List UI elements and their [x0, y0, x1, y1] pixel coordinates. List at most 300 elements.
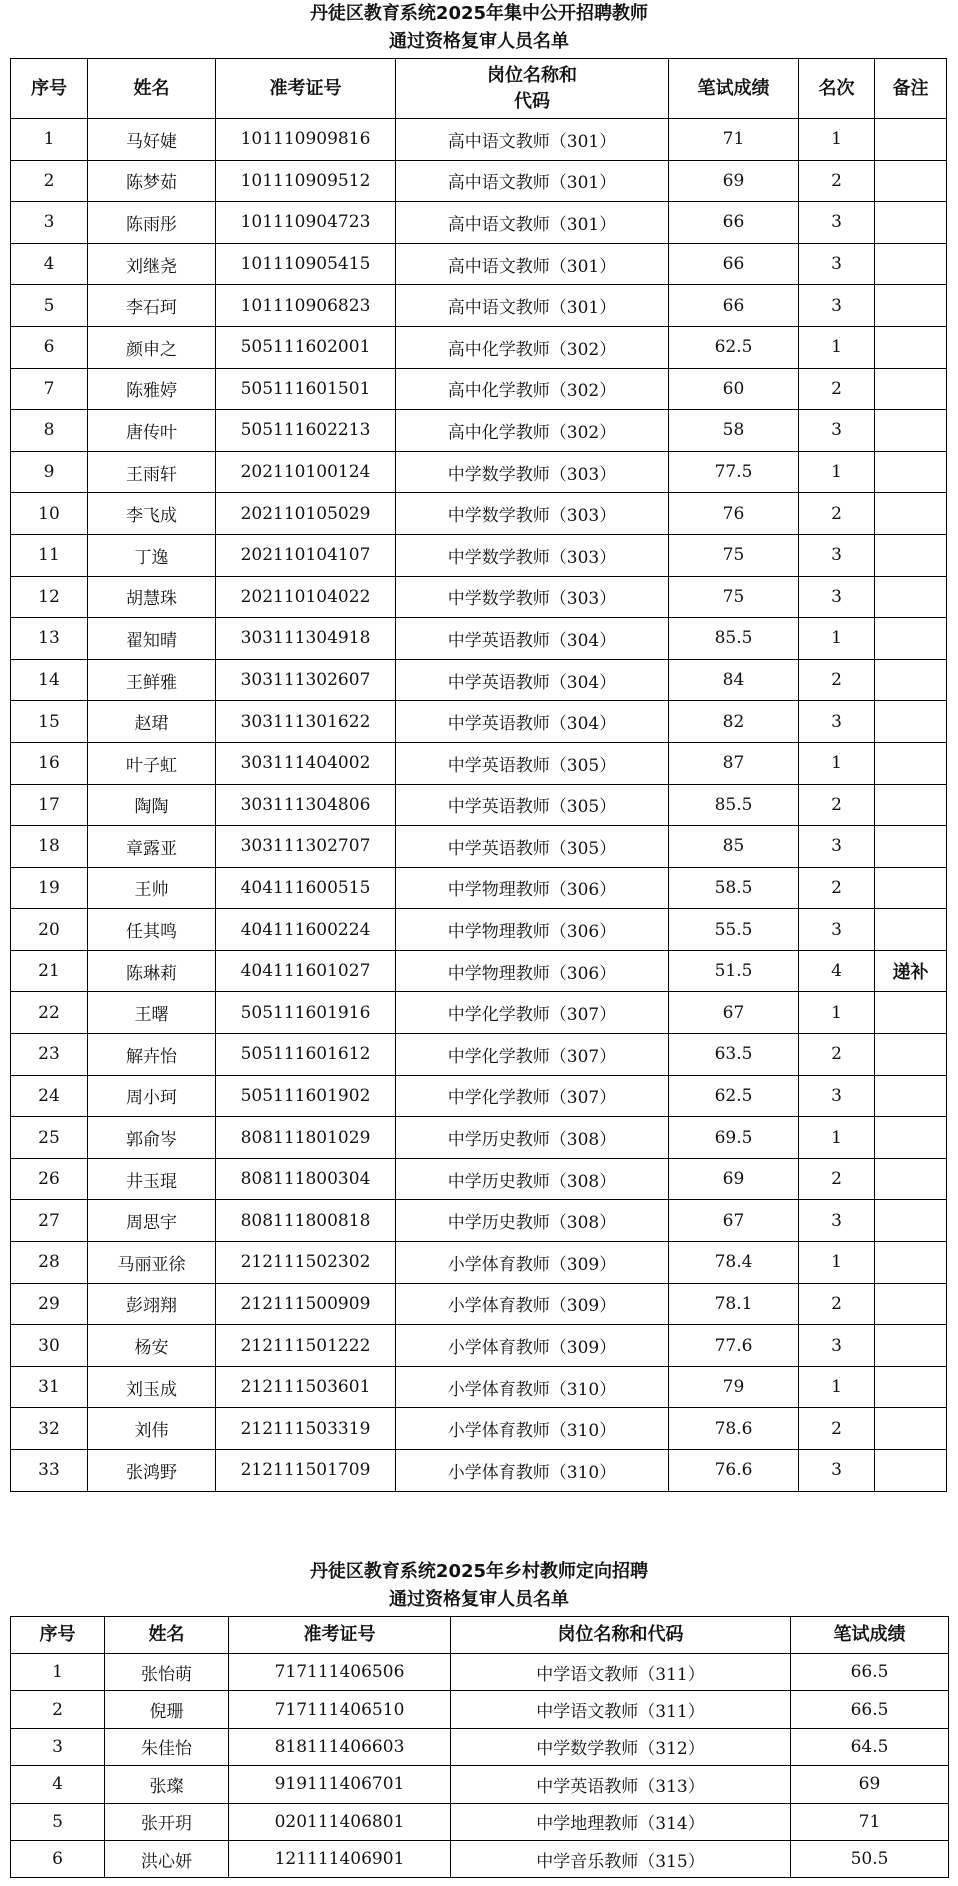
table-header-row [11, 59, 947, 119]
cell-name: 王曙 [88, 992, 216, 1034]
cell-position: 高中化学教师（302） [396, 410, 669, 452]
cell-position: 高中语文教师（301） [396, 202, 669, 244]
cell-note [875, 1325, 947, 1367]
cell-score: 75 [669, 534, 799, 576]
cell-exam-id: 808111800818 [216, 1200, 396, 1242]
cell-score: 66 [669, 285, 799, 327]
header-seq: 序号 [11, 1617, 105, 1654]
cell-note [875, 1034, 947, 1076]
cell-name: 刘伟 [88, 1408, 216, 1450]
cell-note [875, 784, 947, 826]
cell-score: 76.6 [669, 1450, 799, 1492]
cell-score: 69 [791, 1766, 949, 1803]
cell-position: 小学体育教师（310） [396, 1450, 669, 1492]
cell-score: 87 [669, 742, 799, 784]
cell-seq: 24 [11, 1075, 88, 1117]
cell-position: 中学历史教师（308） [396, 1158, 669, 1200]
cell-exam-id: 101110904723 [216, 202, 396, 244]
cell-name: 陈梦茹 [88, 160, 216, 202]
cell-position: 中学音乐教师（315） [451, 1840, 791, 1877]
cell-note [875, 368, 947, 410]
cell-seq: 6 [11, 326, 88, 368]
cell-score: 62.5 [669, 326, 799, 368]
cell-seq: 31 [11, 1366, 88, 1408]
cell-score: 78.1 [669, 1283, 799, 1325]
cell-exam-id: 505111602213 [216, 410, 396, 452]
cell-rank: 1 [799, 1117, 875, 1159]
cell-position: 中学物理教师（306） [396, 867, 669, 909]
header-position-line1: 岗位名称和 [487, 64, 577, 86]
cell-note [875, 1366, 947, 1408]
cell-name: 朱佳怡 [105, 1728, 229, 1765]
cell-name: 张鸿野 [88, 1450, 216, 1492]
cell-position: 中学英语教师（304） [396, 659, 669, 701]
cell-name: 郭俞岑 [88, 1117, 216, 1159]
cell-seq: 7 [11, 368, 88, 410]
cell-seq: 5 [11, 1803, 105, 1840]
cell-position: 中学英语教师（313） [451, 1766, 791, 1803]
cell-seq: 11 [11, 534, 88, 576]
cell-score: 85 [669, 826, 799, 868]
cell-seq: 33 [11, 1450, 88, 1492]
cell-exam-id: 212111500909 [216, 1283, 396, 1325]
cell-note [875, 1283, 947, 1325]
cell-score: 84 [669, 659, 799, 701]
cell-rank: 3 [799, 1450, 875, 1492]
header-seq: 序号 [11, 59, 88, 119]
cell-note [875, 1117, 947, 1159]
table-row [11, 1283, 947, 1325]
cell-name: 唐传叶 [88, 410, 216, 452]
cell-note [875, 1408, 947, 1450]
cell-name: 杨安 [88, 1325, 216, 1367]
cell-exam-id: 101110906823 [216, 285, 396, 327]
cell-name: 洪心妍 [105, 1840, 229, 1877]
cell-exam-id: 404111600515 [216, 867, 396, 909]
cell-exam-id: 303111304806 [216, 784, 396, 826]
cell-exam-id: 202110104107 [216, 534, 396, 576]
cell-exam-id: 202110105029 [216, 493, 396, 535]
table-row [11, 1158, 947, 1200]
cell-exam-id: 212111503319 [216, 1408, 396, 1450]
cell-name: 刘玉成 [88, 1366, 216, 1408]
cell-name: 张怡萌 [105, 1654, 229, 1691]
recruitment-table [10, 58, 947, 1492]
cell-position: 中学数学教师（303） [396, 576, 669, 618]
table-row [11, 1325, 947, 1367]
cell-rank: 1 [799, 119, 875, 161]
cell-seq: 18 [11, 826, 88, 868]
cell-rank: 3 [799, 826, 875, 868]
cell-position: 中学英语教师（305） [396, 826, 669, 868]
rural-recruitment-table [10, 1616, 949, 1878]
table-row [11, 1691, 949, 1728]
cell-note [875, 826, 947, 868]
table-row [11, 243, 947, 285]
cell-exam-id: 505111601902 [216, 1075, 396, 1117]
cell-rank: 1 [799, 1366, 875, 1408]
header-position-line2: 代码 [514, 90, 550, 112]
cell-position: 高中语文教师（301） [396, 243, 669, 285]
cell-position: 高中语文教师（301） [396, 285, 669, 327]
cell-name: 叶子虹 [88, 742, 216, 784]
cell-name: 张璨 [105, 1766, 229, 1803]
cell-score: 78.4 [669, 1242, 799, 1284]
cell-position: 中学物理教师（306） [396, 950, 669, 992]
cell-seq: 17 [11, 784, 88, 826]
cell-rank: 2 [799, 493, 875, 535]
cell-exam-id: 717111406510 [229, 1691, 451, 1728]
table-row [11, 1408, 947, 1450]
cell-name: 赵珺 [88, 701, 216, 743]
cell-rank: 3 [799, 243, 875, 285]
cell-seq: 3 [11, 1728, 105, 1765]
header-name: 姓名 [105, 1617, 229, 1654]
cell-seq: 26 [11, 1158, 88, 1200]
cell-name: 马丽亚徐 [88, 1242, 216, 1284]
cell-rank: 1 [799, 618, 875, 660]
cell-exam-id: 303111404002 [216, 742, 396, 784]
cell-rank: 3 [799, 576, 875, 618]
cell-position: 中学英语教师（304） [396, 618, 669, 660]
cell-position: 高中语文教师（301） [396, 119, 669, 161]
cell-position: 中学英语教师（305） [396, 742, 669, 784]
cell-score: 66 [669, 202, 799, 244]
cell-exam-id: 818111406603 [229, 1728, 451, 1765]
cell-score: 69 [669, 1158, 799, 1200]
cell-exam-id: 212111502302 [216, 1242, 396, 1284]
cell-position: 中学历史教师（308） [396, 1200, 669, 1242]
table-row [11, 867, 947, 909]
cell-exam-id: 212111503601 [216, 1366, 396, 1408]
cell-position: 中学数学教师（303） [396, 451, 669, 493]
cell-seq: 30 [11, 1325, 88, 1367]
table2-title-line2: 通过资格复审人员名单 [389, 1589, 569, 1610]
cell-score: 63.5 [669, 1034, 799, 1076]
cell-note [875, 1075, 947, 1117]
cell-exam-id: 101110905415 [216, 243, 396, 285]
cell-name: 李飞成 [88, 493, 216, 535]
cell-score: 62.5 [669, 1075, 799, 1117]
cell-seq: 21 [11, 950, 88, 992]
table-row [11, 326, 947, 368]
table-row [11, 534, 947, 576]
cell-seq: 13 [11, 618, 88, 660]
cell-name: 翟知晴 [88, 618, 216, 660]
cell-note [875, 992, 947, 1034]
table-row [11, 1075, 947, 1117]
cell-name: 王帅 [88, 867, 216, 909]
table-row [11, 451, 947, 493]
cell-rank: 3 [799, 534, 875, 576]
cell-name: 胡慧珠 [88, 576, 216, 618]
cell-rank: 1 [799, 326, 875, 368]
cell-exam-id: 919111406701 [229, 1766, 451, 1803]
cell-name: 刘继尧 [88, 243, 216, 285]
cell-rank: 2 [799, 659, 875, 701]
cell-score: 55.5 [669, 909, 799, 951]
cell-seq: 29 [11, 1283, 88, 1325]
cell-rank: 4 [799, 950, 875, 992]
cell-note [875, 1242, 947, 1284]
cell-exam-id: 101110909816 [216, 119, 396, 161]
cell-exam-id: 808111801029 [216, 1117, 396, 1159]
cell-rank: 2 [799, 1034, 875, 1076]
cell-score: 51.5 [669, 950, 799, 992]
cell-exam-id: 101110909512 [216, 160, 396, 202]
cell-name: 陈琳莉 [88, 950, 216, 992]
cell-exam-id: 505111601916 [216, 992, 396, 1034]
cell-position: 中学英语教师（304） [396, 701, 669, 743]
cell-rank: 2 [799, 1408, 875, 1450]
header-rank: 名次 [799, 59, 875, 119]
table-row [11, 1840, 949, 1877]
cell-seq: 12 [11, 576, 88, 618]
cell-position: 高中语文教师（301） [396, 160, 669, 202]
cell-name: 丁逸 [88, 534, 216, 576]
header-position: 岗位名称和代码 [451, 1617, 791, 1654]
cell-position: 中学化学教师（307） [396, 1075, 669, 1117]
table-row [11, 1117, 947, 1159]
cell-rank: 3 [799, 701, 875, 743]
cell-score: 79 [669, 1366, 799, 1408]
cell-exam-id: 212111501222 [216, 1325, 396, 1367]
cell-seq: 28 [11, 1242, 88, 1284]
cell-name: 任其鸣 [88, 909, 216, 951]
cell-position: 高中化学教师（302） [396, 368, 669, 410]
cell-score: 67 [669, 1200, 799, 1242]
cell-note [875, 534, 947, 576]
cell-position: 中学数学教师（303） [396, 534, 669, 576]
cell-rank: 1 [799, 451, 875, 493]
table-row [11, 950, 947, 992]
cell-name: 周小珂 [88, 1075, 216, 1117]
cell-note [875, 701, 947, 743]
cell-name: 井玉琨 [88, 1158, 216, 1200]
cell-seq: 27 [11, 1200, 88, 1242]
cell-score: 78.6 [669, 1408, 799, 1450]
cell-name: 王雨轩 [88, 451, 216, 493]
table-row [11, 659, 947, 701]
cell-seq: 5 [11, 285, 88, 327]
table-row [11, 1366, 947, 1408]
header-name: 姓名 [88, 59, 216, 119]
cell-seq: 4 [11, 243, 88, 285]
cell-exam-id: 303111302707 [216, 826, 396, 868]
cell-exam-id: 202110100124 [216, 451, 396, 493]
table-header-row [11, 1617, 949, 1654]
cell-note [875, 451, 947, 493]
header-note: 备注 [875, 59, 947, 119]
cell-exam-id: 303111301622 [216, 701, 396, 743]
cell-position: 小学体育教师（309） [396, 1283, 669, 1325]
cell-name: 周思宇 [88, 1200, 216, 1242]
cell-note [875, 285, 947, 327]
table-row [11, 410, 947, 452]
cell-rank: 3 [799, 909, 875, 951]
table-row [11, 1766, 949, 1803]
cell-note [875, 576, 947, 618]
header-position [396, 59, 669, 119]
cell-position: 小学体育教师（310） [396, 1366, 669, 1408]
table-row [11, 1200, 947, 1242]
table-row [11, 493, 947, 535]
table-row [11, 701, 947, 743]
cell-score: 66.5 [791, 1691, 949, 1728]
cell-name: 李石珂 [88, 285, 216, 327]
cell-note [875, 742, 947, 784]
cell-seq: 10 [11, 493, 88, 535]
cell-exam-id: 505111601501 [216, 368, 396, 410]
cell-position: 中学化学教师（307） [396, 992, 669, 1034]
cell-position: 中学数学教师（303） [396, 493, 669, 535]
cell-exam-id: 404111601027 [216, 950, 396, 992]
cell-name: 陶陶 [88, 784, 216, 826]
cell-rank: 2 [799, 1283, 875, 1325]
cell-rank: 2 [799, 867, 875, 909]
cell-seq: 2 [11, 160, 88, 202]
cell-note [875, 493, 947, 535]
cell-note [875, 243, 947, 285]
cell-name: 解卉怡 [88, 1034, 216, 1076]
cell-position: 中学语文教师（311） [451, 1654, 791, 1691]
cell-position: 中学英语教师（305） [396, 784, 669, 826]
cell-name: 王鲜雅 [88, 659, 216, 701]
cell-note [875, 202, 947, 244]
cell-seq: 23 [11, 1034, 88, 1076]
cell-name: 彭翊翔 [88, 1283, 216, 1325]
cell-score: 71 [669, 119, 799, 161]
table2-title-line1: 丹徒区教育系统2025年乡村教师定向招聘 [309, 1561, 649, 1582]
cell-position: 小学体育教师（310） [396, 1408, 669, 1450]
cell-position: 高中化学教师（302） [396, 326, 669, 368]
cell-note [875, 618, 947, 660]
cell-seq: 9 [11, 451, 88, 493]
header-exam-id: 准考证号 [216, 59, 396, 119]
cell-seq: 22 [11, 992, 88, 1034]
cell-score: 82 [669, 701, 799, 743]
cell-score: 75 [669, 576, 799, 618]
cell-score: 64.5 [791, 1728, 949, 1765]
cell-rank: 2 [799, 784, 875, 826]
header-exam-id: 准考证号 [229, 1617, 451, 1654]
cell-name: 马好婕 [88, 119, 216, 161]
cell-score: 71 [791, 1803, 949, 1840]
cell-exam-id: 212111501709 [216, 1450, 396, 1492]
cell-exam-id: 505111602001 [216, 326, 396, 368]
cell-position: 小学体育教师（309） [396, 1325, 669, 1367]
cell-note: 递补 [875, 950, 947, 992]
cell-seq: 8 [11, 410, 88, 452]
cell-rank: 2 [799, 1158, 875, 1200]
cell-name: 章露亚 [88, 826, 216, 868]
cell-seq: 3 [11, 202, 88, 244]
cell-exam-id: 121111406901 [229, 1840, 451, 1877]
table-row [11, 909, 947, 951]
cell-rank: 2 [799, 368, 875, 410]
cell-exam-id: 505111601612 [216, 1034, 396, 1076]
header-score: 笔试成绩 [669, 59, 799, 119]
cell-score: 85.5 [669, 618, 799, 660]
cell-exam-id: 808111800304 [216, 1158, 396, 1200]
cell-score: 60 [669, 368, 799, 410]
cell-note [875, 909, 947, 951]
cell-note [875, 1450, 947, 1492]
cell-note [875, 119, 947, 161]
cell-seq: 6 [11, 1840, 105, 1877]
cell-rank: 2 [799, 160, 875, 202]
cell-position: 小学体育教师（309） [396, 1242, 669, 1284]
cell-exam-id: 303111302607 [216, 659, 396, 701]
cell-exam-id: 717111406506 [229, 1654, 451, 1691]
table-row [11, 285, 947, 327]
cell-score: 69 [669, 160, 799, 202]
cell-name: 陈雅婷 [88, 368, 216, 410]
cell-name: 张开玥 [105, 1803, 229, 1840]
cell-score: 66.5 [791, 1654, 949, 1691]
cell-note [875, 160, 947, 202]
cell-exam-id: 020111406801 [229, 1803, 451, 1840]
cell-name: 倪珊 [105, 1691, 229, 1728]
cell-seq: 2 [11, 1691, 105, 1728]
cell-score: 50.5 [791, 1840, 949, 1877]
cell-exam-id: 303111304918 [216, 618, 396, 660]
table-row [11, 1654, 949, 1691]
cell-rank: 3 [799, 1325, 875, 1367]
cell-rank: 1 [799, 1242, 875, 1284]
cell-note [875, 1158, 947, 1200]
cell-score: 77.6 [669, 1325, 799, 1367]
cell-score: 58.5 [669, 867, 799, 909]
cell-position: 中学数学教师（312） [451, 1728, 791, 1765]
cell-rank: 3 [799, 202, 875, 244]
cell-seq: 1 [11, 1654, 105, 1691]
cell-note [875, 410, 947, 452]
cell-rank: 3 [799, 1200, 875, 1242]
cell-rank: 1 [799, 992, 875, 1034]
cell-score: 67 [669, 992, 799, 1034]
cell-seq: 15 [11, 701, 88, 743]
cell-note [875, 326, 947, 368]
table-row [11, 1034, 947, 1076]
table-row [11, 119, 947, 161]
cell-position: 中学地理教师（314） [451, 1803, 791, 1840]
cell-score: 58 [669, 410, 799, 452]
table1-title-line1: 丹徒区教育系统2025年集中公开招聘教师 [309, 3, 649, 24]
cell-score: 69.5 [669, 1117, 799, 1159]
cell-rank: 3 [799, 285, 875, 327]
header-score: 笔试成绩 [791, 1617, 949, 1654]
cell-seq: 32 [11, 1408, 88, 1450]
table-row [11, 1803, 949, 1840]
cell-position: 中学物理教师（306） [396, 909, 669, 951]
cell-exam-id: 404111600224 [216, 909, 396, 951]
table-row [11, 826, 947, 868]
cell-rank: 1 [799, 742, 875, 784]
cell-rank: 3 [799, 1075, 875, 1117]
cell-rank: 3 [799, 410, 875, 452]
cell-score: 76 [669, 493, 799, 535]
cell-position: 中学语文教师（311） [451, 1691, 791, 1728]
cell-note [875, 659, 947, 701]
cell-score: 77.5 [669, 451, 799, 493]
cell-seq: 20 [11, 909, 88, 951]
table-row [11, 992, 947, 1034]
cell-position: 中学历史教师（308） [396, 1117, 669, 1159]
table-row [11, 160, 947, 202]
table-row [11, 576, 947, 618]
table-row [11, 1242, 947, 1284]
